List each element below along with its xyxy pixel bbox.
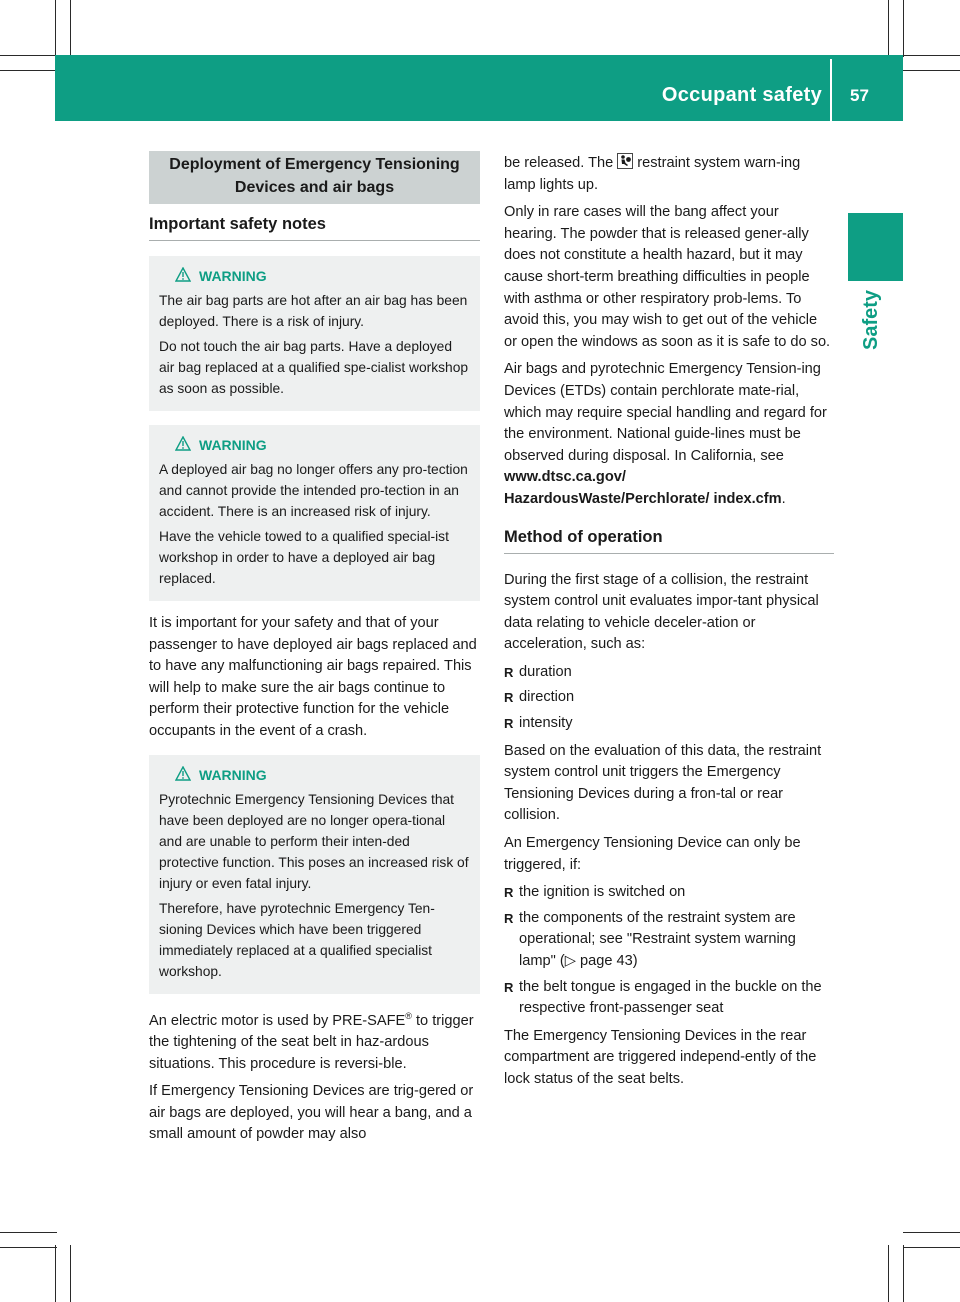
body-paragraph <box>149 1006 480 1076</box>
registered-mark: ® <box>405 1010 412 1021</box>
perchlorate-link[interactable]: www.dtsc.ca.gov/ HazardousWaste/Perchlorate/ index.cfm <box>504 469 782 507</box>
perchlorate-end: . <box>781 490 786 507</box>
warning-title <box>199 266 470 287</box>
page-reference[interactable]: page 43) <box>575 953 638 969</box>
list-item-text: the components of the restraint system are operational; see "Restraint system warning lamp" ( <box>519 909 796 969</box>
list-item: R the ignition is switched on <box>504 882 834 904</box>
list-item: R intensity <box>504 713 834 735</box>
body-paragraph: Only in rare cases will the bang affect your hearing. The powder that is released gener-ally does not constitute a health hazard, but it may cause short-term breathing difficulties in people with asthma or other respiratory prob-lems. To avoid this, you may wish to get out of the vehicle or open the windows as soon as it is safe to do so. <box>504 204 831 350</box>
warning-text: Therefore, have pyrotechnic Emergency Ten-sioning Devices which have been triggered immediately replaced at a qualified specialist workshop. <box>159 900 435 979</box>
crop-mark <box>70 1245 71 1302</box>
warning-title <box>199 765 470 786</box>
warning-box <box>149 425 480 601</box>
crop-mark <box>903 1232 960 1233</box>
page-header-title: Occupant safety <box>661 84 822 106</box>
side-tab-marker <box>848 213 903 281</box>
warning-text: The air bag parts are hot after an air bag has been deployed. There is a risk of injury. <box>159 293 468 329</box>
body-paragraph: An Emergency Tensioning Device can only be triggered, if: <box>504 835 801 873</box>
warning-box <box>149 755 480 994</box>
body-paragraph: The Emergency Tensioning Devices in the rear compartment are triggered independ-ently of the lock status of the seat belts. <box>504 1027 817 1087</box>
list-item: R direction <box>504 687 834 709</box>
warning-text: Do not touch the air bag parts. Have a deployed air bag replaced at a qualified spe-cialist workshop as soon as possible. <box>159 339 469 396</box>
crop-mark <box>888 0 889 57</box>
warning-triangle-icon <box>175 766 191 781</box>
list-item: R the belt tongue is engaged in the buckle on the respective front-passenger seat <box>504 977 834 1020</box>
bullet-list <box>504 882 834 1020</box>
warning-title <box>199 435 470 456</box>
perchlorate-text: Air bags and pyrotechnic Emergency Tension-ing Devices (ETDs) contain perchlorate mate-rial, which may require special handling and regard for the environment. National guide-lines must be observed during disposal. In California, see <box>504 361 827 464</box>
list-item <box>504 908 834 973</box>
header-separator <box>830 59 832 121</box>
body-paragraph: During the first stage of a collision, the restraint system control unit evaluates impor-tant physical data relating to vehicle deceler-ation or acceleration, such as: <box>504 571 819 653</box>
pre-safe-text-cont: to trigger the tightening of the seat belt in haz-ardous situations. This procedure is reversi-ble. <box>149 1012 474 1072</box>
crop-mark <box>903 70 960 71</box>
warning-title-text: WARNING <box>199 766 267 783</box>
restraint-system-warning-lamp-icon <box>617 153 633 169</box>
list-item: R duration <box>504 662 834 684</box>
page-ref-arrow-icon: ▷ <box>564 953 576 969</box>
released-text: be released. The <box>504 155 614 171</box>
body-paragraph: Based on the evaluation of this data, the restraint system control unit triggers the Emergency Tensioning Devices during a fron-tal or rear collision. <box>504 742 822 824</box>
warning-box <box>149 256 480 411</box>
page-number: 57 <box>850 86 869 105</box>
subheading-method-of-operation: Method of operation <box>504 527 834 554</box>
body-paragraph: If Emergency Tensioning Devices are trig-gered or air bags are deployed, you will hear a bang, and a small amount of powder may also <box>149 1083 474 1143</box>
pre-safe-text: An electric motor is used by PRE-SAFE <box>149 1012 406 1029</box>
warning-triangle-icon <box>175 267 191 282</box>
crop-mark <box>903 0 904 57</box>
warning-title-text: WARNING <box>199 437 267 453</box>
crop-mark <box>55 0 56 57</box>
body-paragraph <box>504 153 834 196</box>
section-title: Deployment of Emergency Tensioning Devices and air bags <box>149 151 480 204</box>
lamp-text: restraint system warn-ing lamp lights up. <box>504 155 801 193</box>
crop-mark <box>903 1247 960 1248</box>
crop-mark <box>0 1232 57 1233</box>
crop-mark <box>0 55 57 56</box>
warning-triangle-icon <box>175 436 191 451</box>
crop-mark <box>903 55 960 56</box>
warning-text: A deployed air bag no longer offers any pro-tection and cannot provide the intended pro-tection in an accident. There is an increased risk of injury. <box>159 462 468 519</box>
subheading-safety-notes: Important safety notes <box>149 214 480 241</box>
side-tab-label: Safety <box>860 289 882 350</box>
right-column <box>504 153 834 1097</box>
warning-title-text: WARNING <box>199 268 267 284</box>
warning-text: Have the vehicle towed to a qualified special-ist workshop in order to have a deployed air bag replaced. <box>159 529 449 586</box>
crop-mark <box>888 1245 889 1302</box>
left-column <box>149 151 480 1152</box>
crop-mark <box>70 0 71 57</box>
crop-mark <box>0 1247 57 1248</box>
crop-mark <box>55 1245 56 1302</box>
crop-mark <box>903 1245 904 1302</box>
crop-mark <box>0 70 57 71</box>
bullet-list <box>504 662 834 735</box>
warning-text: Pyrotechnic Emergency Tensioning Devices that have been deployed are no longer opera-tional and are unable to perform their inten-ded protective function. This poses an increased risk of injury or even fatal injury. <box>159 791 469 891</box>
body-paragraph: It is important for your safety and that of your passenger to have deployed air bags replaced and to have any malfunctioning air bags repaired. This will help to make sure the air bags continue to perform their protective function for the vehicle occupants in the event of a crash. <box>149 615 477 739</box>
body-paragraph <box>504 359 834 510</box>
